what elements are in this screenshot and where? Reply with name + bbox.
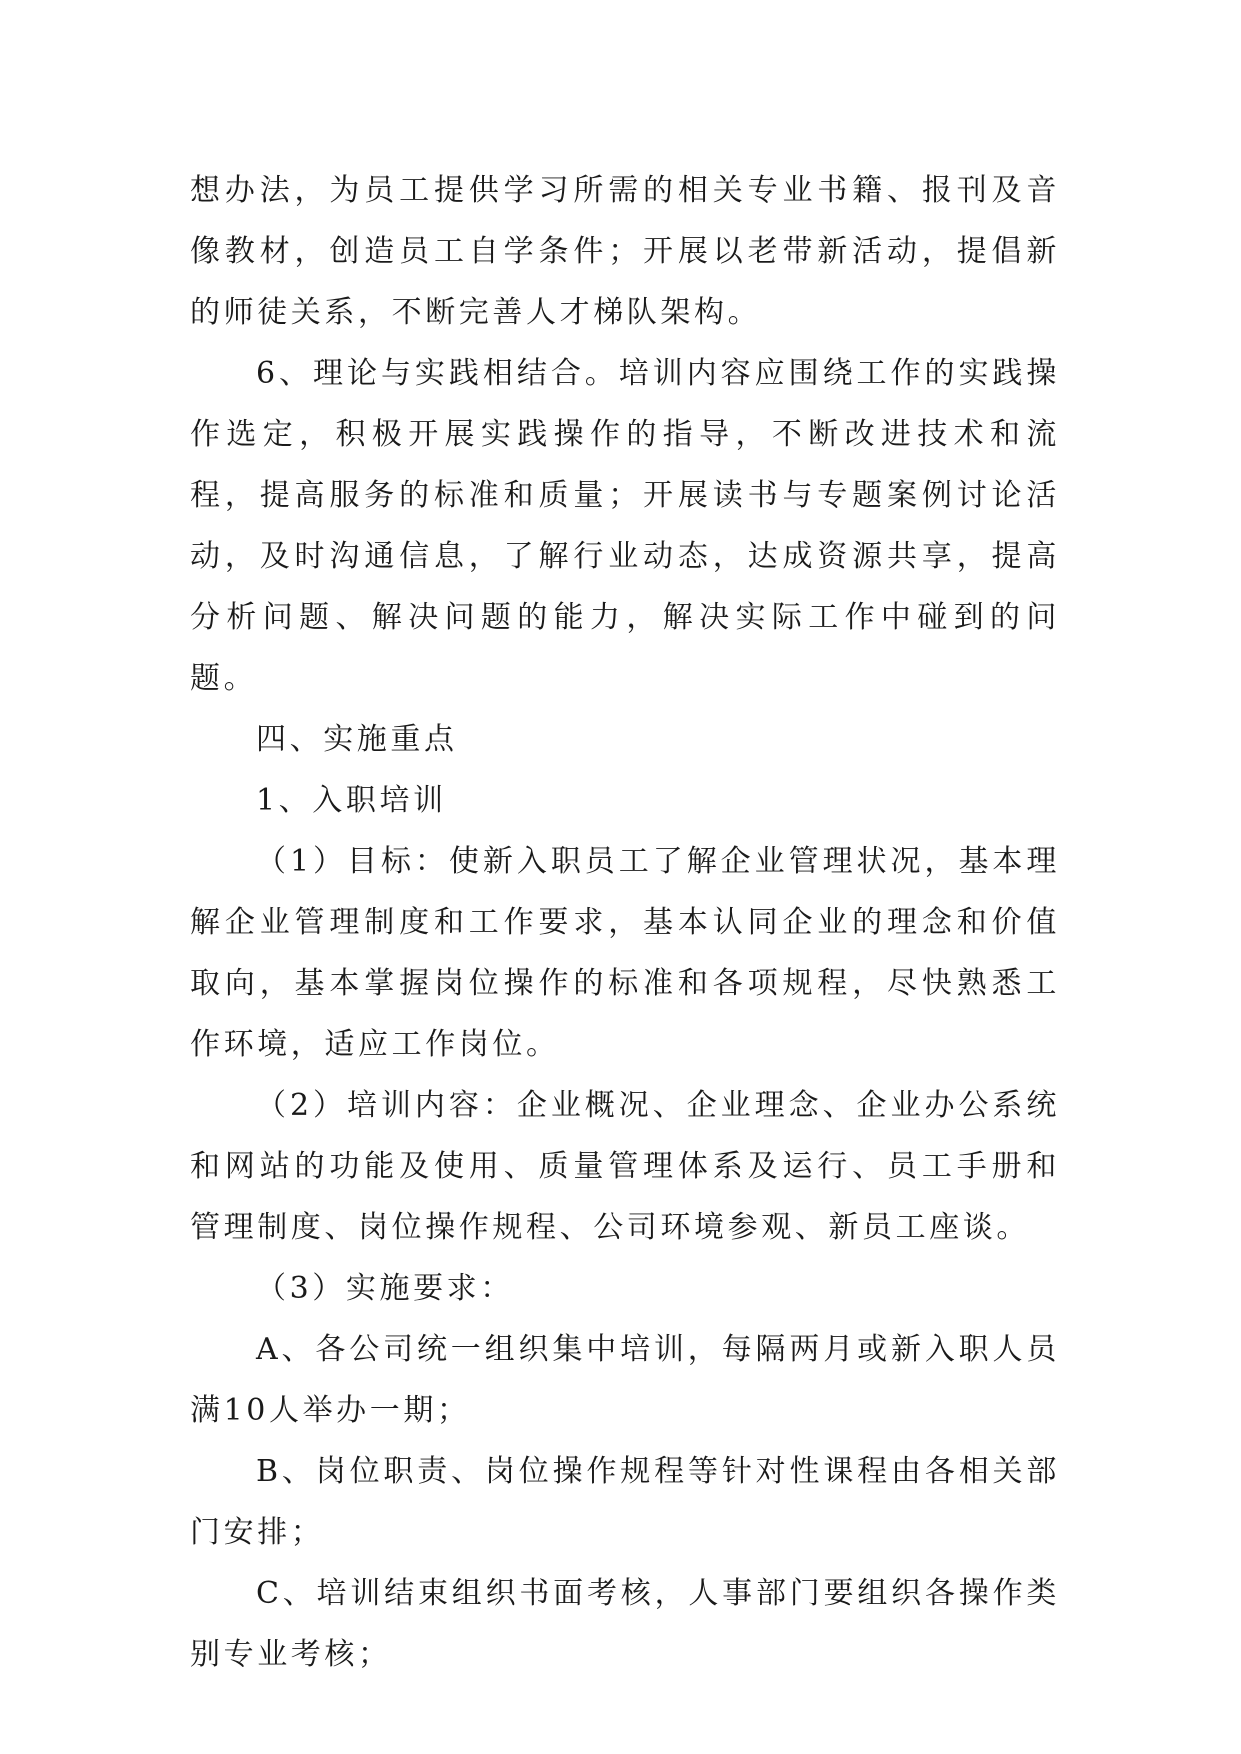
list-item-a: A、各公司统一组织集中培训，每隔两月或新入职人员满10人举办一期； [190, 1332, 1060, 1428]
list-item-b: B、岗位职责、岗位操作规程等针对性课程由各相关部门安排； [190, 1454, 1060, 1550]
paragraph-training-content: （2）培训内容：企业概况、企业理念、企业办公系统和网站的功能及使用、质量管理体系及运行、员工手册和管理制度、岗位操作规程、公司环境参观、新员工座谈。 [190, 1088, 1060, 1245]
paragraph-theory-practice: 6、理论与实践相结合。培训内容应围绕工作的实践操作选定，积极开展实践操作的指导，不断改进技术和流程，提高服务的标准和质量；开展读书与专题案例讨论活动，及时沟通信息，了解行业动态，达成资源共享，提高分析问题、解决问题的能力，解决实际工作中碰到的问题。 [190, 356, 1060, 696]
document-body [190, 160, 1060, 1685]
paragraph-continuation: 想办法，为员工提供学习所需的相关专业书籍、报刊及音像教材，创造员工自学条件；开展以老带新活动，提倡新的师徒关系，不断完善人才梯队架构。 [190, 173, 1060, 330]
subsection-heading-onboarding: 1、入职培训 [256, 783, 447, 818]
paragraph-goal: （1）目标：使新入职员工了解企业管理状况，基本理解企业管理制度和工作要求，基本认同企业的理念和价值取向，基本掌握岗位操作的标准和各项规程，尽快熟悉工作环境，适应工作岗位。 [190, 844, 1060, 1062]
section-heading-implementation: 四、实施重点 [256, 722, 458, 757]
paragraph-requirements-heading: （3）实施要求： [256, 1271, 514, 1306]
list-item-c: C、培训结束组织书面考核，人事部门要组织各操作类别专业考核； [190, 1576, 1060, 1672]
